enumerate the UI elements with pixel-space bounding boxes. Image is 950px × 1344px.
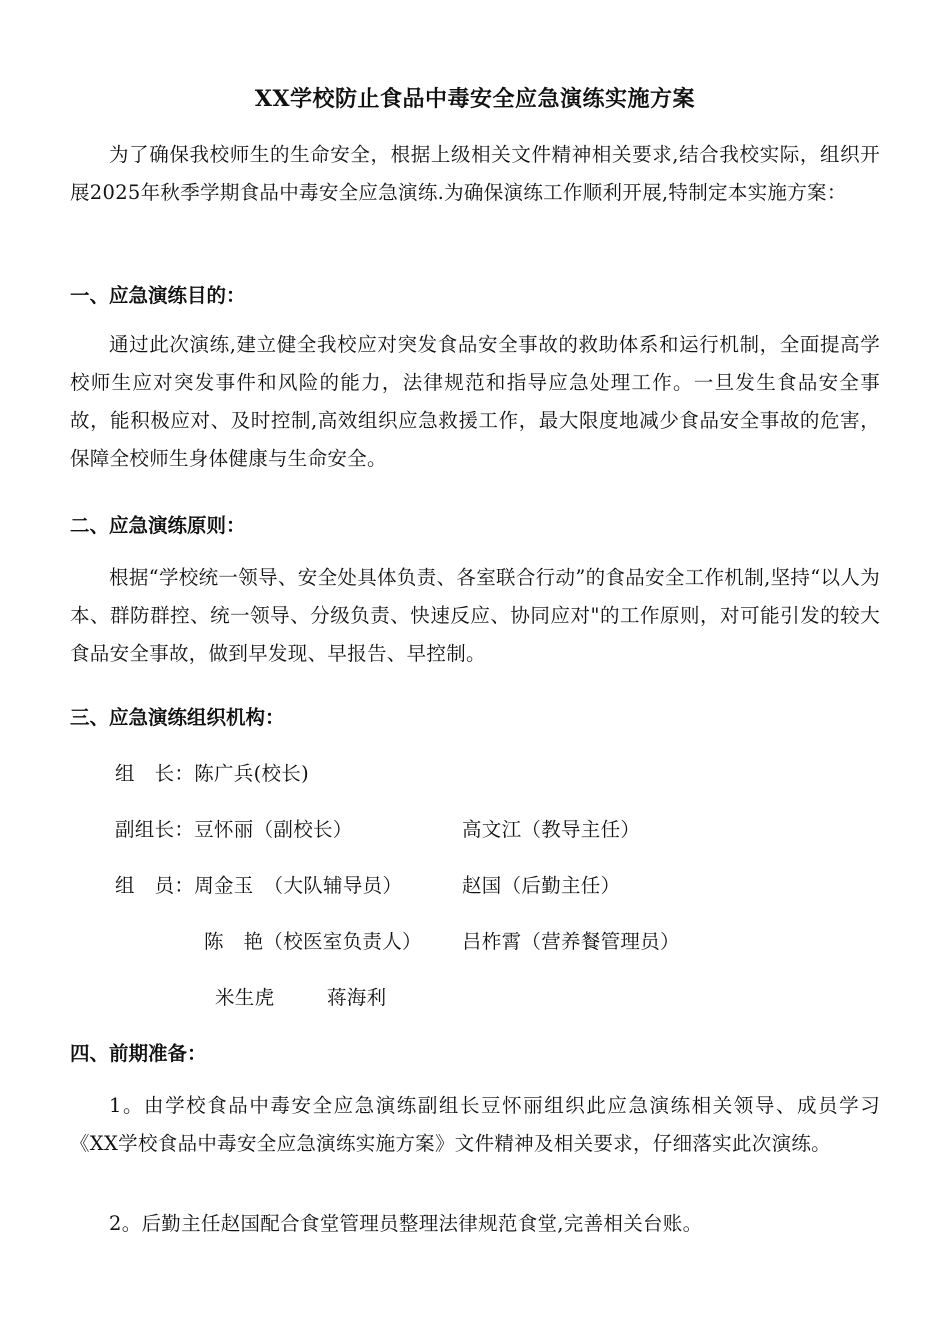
section-2-heading: 二、应急演练原则：: [70, 514, 246, 537]
section-1-heading: 一、应急演练目的：: [70, 284, 246, 307]
intro-paragraph: 为了确保我校师生的生命安全，根据上级相关文件精神相关要求,结合我校实际，组织开展2025年秋季学期食品中毒安全应急演练.为确保演练工作顺利开展,特制定本实施方案：: [70, 143, 880, 204]
org-member-5: 米生虎: [215, 986, 275, 1009]
org-member-1: 组 员：周金玉 （大队辅导员）: [115, 874, 403, 897]
org-deputy-1: 副组长：豆怀丽（副校长）: [115, 818, 353, 841]
section-2-body: 根据“学校统一领导、安全处具体负责、各室联合行动”的食品安全工作机制,坚持“以人为本、群防群控、统一领导、分级负责、快速反应、协同应对"的工作原则，对可能引发的较大食品安全事故，做到早发现、早报告、早控制。: [70, 566, 880, 665]
org-deputy-2: 高文江（教导主任）: [462, 818, 641, 841]
section-3-heading: 三、应急演练组织机构：: [70, 706, 285, 729]
org-leader: 组 长：陈广兵(校长): [115, 762, 310, 785]
document-title: XX学校防止食品中毒安全应急演练实施方案: [254, 86, 696, 112]
section-4-item-1: 1。由学校食品中毒安全应急演练副组长豆怀丽组织此应急演练相关领导、成员学习《XX学校食品中毒安全应急演练实施方案》文件精神及相关要求，仔细落实此次演练。: [70, 1094, 880, 1155]
org-member-4: 吕柞霄（营养餐管理员）: [462, 930, 680, 953]
org-member-6: 蒋海利: [327, 986, 387, 1009]
section-4-item-2: 2。后勤主任赵国配合食堂管理员整理法律规范食堂,完善相关台账。: [109, 1212, 703, 1235]
org-member-2: 赵国（后勤主任）: [462, 874, 621, 897]
section-1-body: 通过此次演练,建立健全我校应对突发食品安全事故的救助体系和运行机制，全面提高学校师生应对突发事件和风险的能力，法律规范和指导应急处理工作。一旦发生食品安全事故，能积极应对、及时控制,高效组织应急救援工作，最大限度地减少食品安全事故的危害，保障全校师生身体健康与生命安全。: [70, 333, 880, 470]
section-4-heading: 四、前期准备：: [70, 1042, 207, 1065]
org-member-3: 陈 艳（校医室负责人）: [204, 930, 422, 953]
